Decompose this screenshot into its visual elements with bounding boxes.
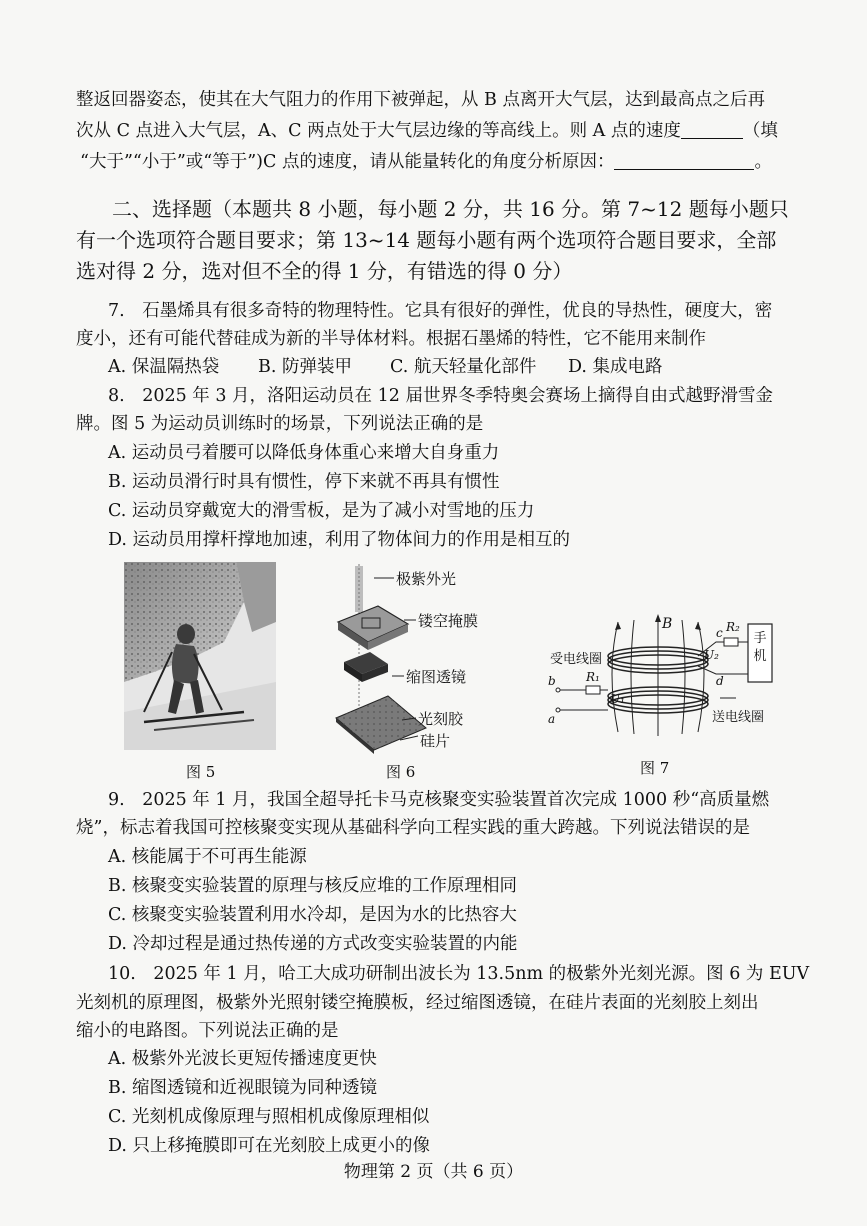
q8-line-1: 8. 2025 年 3 月，洛阳运动员在 12 届世界冬季特奥会赛场上摘得自由式越野滑雪金 [108, 386, 773, 406]
page-footer: 物理第 2 页（共 6 页） [343, 1162, 524, 1182]
intro-line-3 [80, 150, 827, 174]
q8-line-2: 牌。图 5 为运动员训练时的场景，下列说法正确的是 [76, 414, 484, 434]
q10-option-b: B. 缩图透镜和近视眼镜为同种透镜 [108, 1078, 377, 1098]
intro-line-3-text: “大于”“小于”或“等于”)C 点的速度，请从能量转化的角度分析原因： [80, 152, 615, 172]
fig7-label-R1: R₁ [586, 670, 600, 684]
q7-option-c: C. 航天轻量化部件 [390, 357, 537, 377]
q9-line-1: 9. 2025 年 1 月，我国全超导托卡马克核聚变实验装置首次完成 1000 秒“高质量燃 [108, 790, 770, 810]
intro-line-2-text: 次从 C 点进入大气层，A、C 两点处于大气层边缘的等高线上。则 A 点的速度 [76, 121, 681, 141]
q9-option-d: D. 冷却过程是通过热传递的方式改变实验装置的内能 [108, 934, 518, 954]
figure-6-caption: 图 6 [386, 763, 416, 781]
fig6-label-mask: 镂空掩膜 [418, 612, 479, 630]
q7-line-2: 度小，还有可能代替硅成为新的半导体材料。根据石墨烯的特性，它不能用来制作 [76, 329, 706, 349]
section2-line-3: 选对得 2 分，选对但不全的得 1 分，有错选的得 0 分） [76, 259, 573, 283]
q8-option-b: B. 运动员滑行时具有惯性，停下来就不再具有惯性 [108, 472, 500, 492]
q7-option-a: A. 保温隔热袋 [108, 357, 220, 377]
figure-6-diagram [330, 560, 510, 756]
fig6-label-photoresist: 光刻胶 [418, 710, 464, 728]
q10-line-2: 光刻机的原理图，极紫外光照射镂空掩膜板，经过缩图透镜，在硅片表面的光刻胶上刻出 [76, 993, 759, 1013]
q10-option-a: A. 极紫外光波长更短传播速度更快 [108, 1049, 377, 1069]
intro-line-2 [76, 119, 827, 143]
q8-option-c: C. 运动员穿戴宽大的滑雪板，是为了减小对雪地的压力 [108, 501, 535, 521]
figure-5-caption: 图 5 [186, 763, 216, 781]
fig6-label-lens: 缩图透镜 [406, 668, 467, 686]
wireless-charging-circuit [548, 612, 778, 752]
fig7-label-phone: 手机 [753, 631, 767, 664]
fig7-label-R2: R₂ [726, 620, 740, 634]
figure-7-caption: 图 7 [640, 759, 670, 777]
fig7-label-U2: U₂ [704, 648, 719, 662]
fig7-label-send-coil: 送电线圈 [712, 710, 765, 725]
q10-line-3: 缩小的电路图。下列说法正确的是 [76, 1021, 339, 1041]
figure-7-diagram [548, 612, 778, 752]
fig7-label-c: c [716, 626, 723, 640]
q9-line-2: 烧”，标志着我国可控核聚变实现从基础科学向工程实践的重大跨越。下列说法错误的是 [76, 818, 750, 838]
q10-option-d: D. 只上移掩膜即可在光刻胶上成更小的像 [108, 1136, 431, 1156]
q9-option-b: B. 核聚变实验装置的原理与核反应堆的工作原理相同 [108, 876, 517, 896]
intro-line-2-tail: （填 [742, 121, 778, 141]
fig7-label-receive-coil: 受电线圈 [550, 652, 603, 667]
skier-illustration [124, 562, 276, 750]
q8-option-a: A. 运动员弓着腰可以降低身体重心来增大自身重力 [108, 443, 500, 463]
intro-line-1: 整返回器姿态，使其在大气阻力的作用下被弹起，从 B 点离开大气层，达到最高点之后再 [76, 90, 765, 110]
q7-option-d: D. 集成电路 [568, 357, 663, 377]
figure-5-photo [124, 562, 276, 750]
section2-line-1: 二、选择题（本题共 8 小题，每小题 2 分，共 16 分。第 7~12 题每小题只 [112, 197, 789, 221]
q9-option-c: C. 核聚变实验装置利用水冷却，是因为水的比热容大 [108, 905, 517, 925]
fig7-label-a: a [548, 712, 556, 726]
fig7-label-b: b [548, 674, 556, 688]
fig6-label-euv-light: 极紫外光 [396, 570, 457, 588]
fig7-label-U1: U₁ [610, 692, 625, 706]
intro-line-3-tail: 。 [754, 152, 772, 172]
q10-option-c: C. 光刻机成像原理与照相机成像原理相似 [108, 1107, 430, 1127]
q7-line-1: 7. 石墨烯具有很多奇特的物理特性。它具有很好的弹性，优良的导热性，硬度大，密 [108, 301, 773, 321]
fig6-label-wafer: 硅片 [420, 732, 451, 750]
section2-line-2: 有一个选项符合题目要求；第 13~14 题每小题有两个选项符合题目要求，全部 [76, 228, 777, 252]
q9-option-a: A. 核能属于不可再生能源 [108, 847, 307, 867]
q8-option-d: D. 运动员用撑杆撑地加速，利用了物体间力的作用是相互的 [108, 530, 571, 550]
answer-blank-1[interactable] [681, 120, 743, 139]
fig7-label-B: B [662, 616, 673, 632]
q7-option-b: B. 防弹装甲 [258, 357, 352, 377]
answer-blank-2[interactable] [614, 151, 754, 170]
q7-options [108, 355, 827, 379]
fig7-label-d: d [716, 674, 724, 688]
q10-line-1: 10. 2025 年 1 月，哈工大成功研制出波长为 13.5nm 的极紫外光刻光源。图 6 为 EUV [108, 964, 810, 984]
